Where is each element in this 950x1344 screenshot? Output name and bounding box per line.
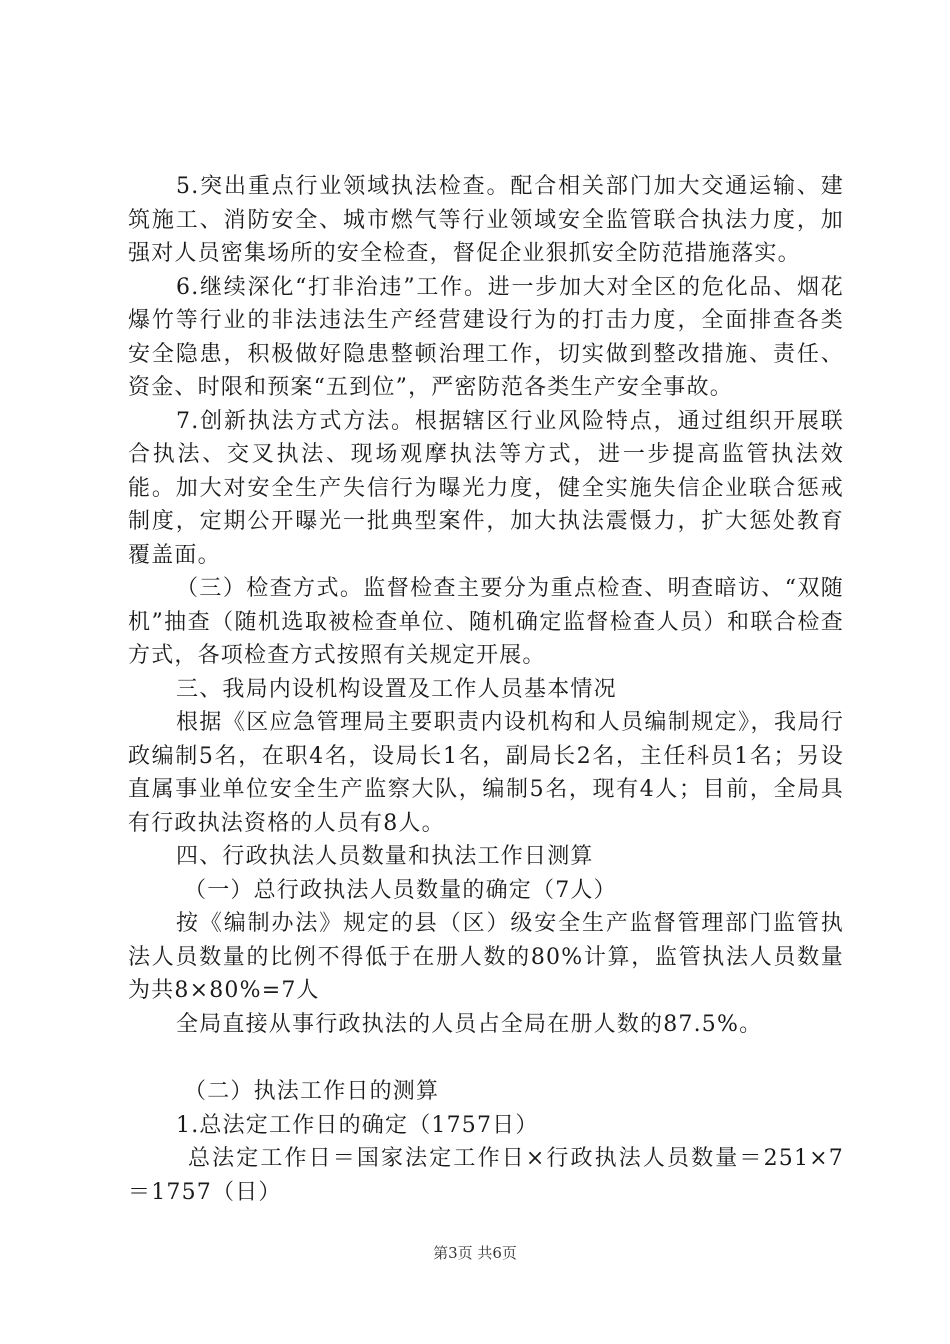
page-footer: 第3页 共6页 <box>433 1244 517 1262</box>
document-body <box>128 170 844 1209</box>
item-heading-1: 1.总法定工作日的确定（1757日） <box>176 1112 539 1138</box>
section-heading-3: 三、我局内设机构设置及工作人员基本情况 <box>176 676 617 702</box>
paragraph-inspection-methods: （三）检查方式。监督检查主要分为重点检查、明查暗访、“双随机”抽查（随机选取被检查单位、随机确定监督检查人员）和联合检查方式，各项检查方式按照有关规定开展。 <box>128 576 844 668</box>
paragraph-percentage: 全局直接从事行政执法的人员占全局在册人数的87.5%。 <box>176 1011 763 1037</box>
paragraph-item-6: 6.继续深化“打非治违”工作。进一步加大对全区的危化品、烟花爆竹等行业的非法违法生产经营建设行为的打击力度，全面排查各类安全隐患，积极做好隐患整顿治理工作，切实做到整改措施、责任、资金、时限和预案“五到位”，严密防范各类生产安全事故。 <box>128 274 844 400</box>
section-heading-4: 四、行政执法人员数量和执法工作日测算 <box>176 844 594 869</box>
subsection-heading-1: （一）总行政执法人员数量的确定（7人） <box>184 877 617 903</box>
paragraph-staffing: 根据《区应急管理局主要职责内设机构和人员编制规定》，我局行政编制5名，在职4名，设局长1名，副局长2名，主任科员1名；另设直属事业单位安全生产监察大队，编制5名，现有4人；目前，全局具有行政执法资格的人员有8人。 <box>128 710 844 836</box>
subsection-heading-2: （二）执法工作日的测算 <box>184 1079 440 1104</box>
paragraph-formula: 总法定工作日＝国家法定工作日×行政执法人员数量＝251×7＝1757（日） <box>128 1146 844 1205</box>
blank-line <box>128 1041 844 1075</box>
paragraph-item-5: 5.突出重点行业领域执法检查。配合相关部门加大交通运输、建筑施工、消防安全、城市燃气等行业领域安全监管联合执法力度，加强对人员密集场所的安全检查，督促企业狠抓安全防范措施落实。 <box>128 174 844 266</box>
paragraph-item-7: 7.创新执法方式方法。根据辖区行业风险特点，通过组织开展联合执法、交叉执法、现场观摩执法等方式，进一步提高监管执法效能。加大对安全生产失信行为曝光力度，健全实施失信企业联合惩戒制度，定期公开曝光一批典型案件，加大执法震慑力，扩大惩处教育覆盖面。 <box>128 408 844 568</box>
paragraph-headcount-calc: 按《编制办法》规定的县（区）级安全生产监督管理部门监管执法人员数量的比例不得低于在册人数的80%计算，监管执法人员数量为共8×80%=7人 <box>128 911 844 1003</box>
